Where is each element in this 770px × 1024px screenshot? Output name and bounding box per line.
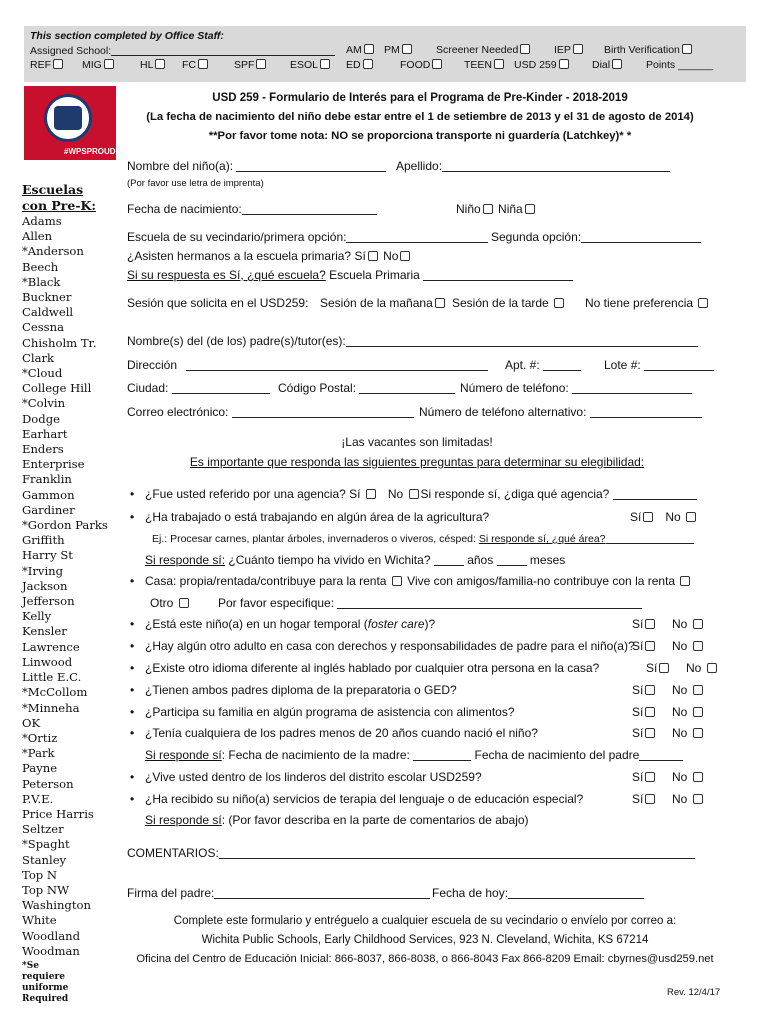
school-item: *McCollom xyxy=(22,685,88,700)
apt-field[interactable] xyxy=(543,359,581,371)
no-pref-checkbox[interactable] xyxy=(698,298,708,308)
logo-center xyxy=(54,106,82,130)
school-item: Top N xyxy=(22,867,58,882)
q4-foster: foster care xyxy=(367,617,425,631)
ref-checkbox[interactable] xyxy=(53,59,63,69)
last-name-label: Apellido: xyxy=(396,159,443,173)
footer-line-1: Complete este formulario y entréguelo a cualquier escuela de su vecindario o envíelo por correo a: xyxy=(173,915,677,927)
q5-no xyxy=(672,639,705,653)
logo-hashtag: #WPSPROUD xyxy=(64,147,116,156)
afternoon-label: Sesión de la tarde xyxy=(452,296,549,310)
school-item: Griffith xyxy=(22,533,65,548)
lot-field[interactable] xyxy=(644,359,714,371)
school-item: Buckner xyxy=(22,290,72,305)
spf-label: SPF xyxy=(234,59,255,71)
ref-label: REF xyxy=(30,59,51,71)
signature-field[interactable] xyxy=(214,887,430,899)
school-item: Woodland xyxy=(22,928,81,943)
staff-title: This section completed by Office Staff: xyxy=(30,30,224,42)
school-item: *Park xyxy=(22,746,55,761)
school-item: White xyxy=(22,913,57,928)
q11-no-label: No xyxy=(672,792,688,806)
q8-no-label: No xyxy=(672,705,688,719)
school-item: OK xyxy=(22,715,41,730)
school-item: Adams xyxy=(22,214,62,228)
school-item: Top NW xyxy=(22,882,69,897)
siblings-label: ¿Asisten hermanos a la escuela primaria? xyxy=(127,249,352,263)
q5-answer xyxy=(632,639,657,653)
uniform-note-2: requiere xyxy=(22,971,65,982)
school-item: Allen xyxy=(22,229,53,244)
esol-label: ESOL xyxy=(290,59,319,71)
date-field[interactable] xyxy=(508,887,644,899)
girl-checkbox[interactable] xyxy=(525,204,535,214)
q9-if: Si responde sí xyxy=(145,748,222,762)
q4-no-checkbox[interactable] xyxy=(693,619,703,629)
school-item: Little E.C. xyxy=(22,670,82,685)
bullet: • xyxy=(130,726,135,740)
school-item: Linwood xyxy=(22,654,73,669)
uniform-note-3: uniforme xyxy=(22,982,69,993)
q3-family-checkbox[interactable] xyxy=(680,576,690,586)
eligibility-notice: Es importante que responda las siguientes preguntas para determinar su elegibilidad: xyxy=(189,455,645,469)
q5-yes-label: Sí xyxy=(632,639,644,653)
form-note: **Por favor tome nota: NO se proporciona transporte ni guardería (Latchkey)* * xyxy=(208,130,632,142)
school-item: *Minneha xyxy=(22,700,80,715)
q11-answer xyxy=(632,792,657,806)
bullet: • xyxy=(130,770,135,784)
q7-no xyxy=(672,683,705,697)
q10-yes-checkbox[interactable] xyxy=(645,772,655,782)
comments-field[interactable] xyxy=(219,847,695,859)
email-label: Correo electrónico: xyxy=(127,405,229,419)
points-field[interactable]: Points ______ xyxy=(646,59,714,71)
office-staff-section xyxy=(24,26,746,82)
bullet: • xyxy=(130,617,135,631)
school-item: *Colvin xyxy=(22,396,66,411)
q1-text: ¿Fue usted referido por una agencia? xyxy=(145,487,346,501)
school-items xyxy=(22,214,106,959)
q10-no-label: No xyxy=(672,770,688,784)
q2-example: Ej.: Procesar carnes, plantar árboles, invernaderos o viveros, césped: xyxy=(152,533,476,545)
esol-checkbox[interactable] xyxy=(320,59,330,69)
bullet: • xyxy=(130,705,135,719)
boy-checkbox[interactable] xyxy=(483,204,493,214)
q9-mother-label: : Fecha de nacimiento de la madre: xyxy=(221,748,410,762)
siblings-yes-checkbox[interactable] xyxy=(368,251,378,261)
q10-no xyxy=(672,770,705,784)
q1-no-checkbox[interactable] xyxy=(409,489,419,499)
bullet: • xyxy=(130,661,135,675)
q10-question: ¿Vive usted dentro de los linderos del distrito escolar USD259? xyxy=(145,770,482,784)
q2-time: ¿Cuánto tiempo ha vivido en Wichita? xyxy=(228,553,431,567)
school-item: Gammon xyxy=(22,487,75,502)
date-label: Fecha de hoy: xyxy=(432,886,509,900)
usd259-label: USD 259 xyxy=(514,59,557,71)
school-item: Franklin xyxy=(22,472,72,487)
q8-no xyxy=(672,705,705,719)
q7-yes-label: Sí xyxy=(632,683,644,697)
q9-father-field[interactable] xyxy=(639,749,683,761)
school-item: Dodge xyxy=(22,411,60,426)
siblings-yes-label: Sí xyxy=(354,249,366,263)
teen-label: TEEN xyxy=(464,59,493,71)
school-item: *Irving xyxy=(22,563,64,578)
parents-label: Nombre(s) del (de los) padre(s)/tutor(es): xyxy=(127,334,346,348)
school-item: Chisholm Tr. xyxy=(22,335,97,350)
address-field[interactable] xyxy=(186,359,488,371)
wichita-public-schools-logo xyxy=(24,86,116,160)
q9-question: ¿Tenía cualquiera de los padres menos de 20 años cuando nació el niño? xyxy=(145,726,538,740)
q3-specify-field[interactable] xyxy=(337,597,642,609)
second-choice-label: Segunda opción: xyxy=(491,230,582,244)
email-field[interactable] xyxy=(232,406,414,418)
q7-yes-checkbox[interactable] xyxy=(645,685,655,695)
spf-checkbox[interactable] xyxy=(256,59,266,69)
food-label: FOOD xyxy=(400,59,431,71)
child-name-label: Nombre del niño(a): xyxy=(127,159,234,173)
q2-yes-checkbox[interactable] xyxy=(643,512,653,522)
no-pref-label: No tiene preferencia xyxy=(585,296,694,310)
q7-no-label: No xyxy=(672,683,688,697)
school-item: Stanley xyxy=(22,852,67,867)
girl-label: Niña xyxy=(498,202,523,216)
q11-desc: : (Por favor describa en la parte de comentarios de abajo) xyxy=(221,813,529,827)
q8-yes-label: Sí xyxy=(632,705,644,719)
bullet: • xyxy=(130,683,135,697)
school-item: *Ortiz xyxy=(22,730,58,745)
q1-no-label: No xyxy=(387,487,404,501)
q10-answer xyxy=(632,770,657,784)
phone-field[interactable] xyxy=(572,382,692,394)
signature-label: Firma del padre: xyxy=(127,886,215,900)
siblings-no-label: No xyxy=(383,249,399,263)
screener-label: Screener Needed xyxy=(436,44,519,56)
comments-label: COMENTARIOS: xyxy=(127,846,219,860)
bullet: • xyxy=(130,639,135,653)
school-item: Kelly xyxy=(22,609,52,624)
months-field[interactable] xyxy=(497,554,527,566)
q11-no xyxy=(672,792,705,806)
q8-no-checkbox[interactable] xyxy=(693,707,703,717)
q11-if: Si responde sí xyxy=(145,813,222,827)
parents-field[interactable] xyxy=(346,335,698,347)
q2-area-field[interactable] xyxy=(606,532,694,544)
months-label: meses xyxy=(529,553,566,567)
food-checkbox[interactable] xyxy=(432,59,442,69)
school-item: Peterson xyxy=(22,776,74,791)
dial-checkbox[interactable] xyxy=(612,59,622,69)
school-item: Seltzer xyxy=(22,822,64,837)
q5-question: ¿Hay algún otro adulto en casa con derechos y responsabilidades de padre para el niño(a)? xyxy=(145,639,635,653)
teen-checkbox[interactable] xyxy=(494,59,504,69)
city-label: Ciudad: xyxy=(127,381,169,395)
q8-yes-checkbox[interactable] xyxy=(645,707,655,717)
q11-no-checkbox[interactable] xyxy=(693,794,703,804)
siblings-no-checkbox[interactable] xyxy=(400,251,410,261)
q10-no-checkbox[interactable] xyxy=(693,772,703,782)
school-item: *Cloud xyxy=(22,366,63,381)
mig-label: MIG xyxy=(82,59,102,71)
q3-text: Casa: propia/rentada/contribuye para la renta xyxy=(145,574,387,588)
q10-yes-label: Sí xyxy=(632,770,644,784)
q11-yes-checkbox[interactable] xyxy=(645,794,655,804)
q2-no-checkbox[interactable] xyxy=(686,512,696,522)
uniform-note-4: Required xyxy=(22,993,69,1004)
school-item: Gardiner xyxy=(22,502,75,517)
am-label: AM xyxy=(346,44,362,56)
school-item: Payne xyxy=(22,761,58,776)
q4-answer xyxy=(632,617,657,631)
school-item: Kensler xyxy=(22,624,67,639)
morning-checkbox[interactable] xyxy=(435,298,445,308)
zip-label: Código Postal: xyxy=(278,381,357,395)
bullet: • xyxy=(130,510,135,524)
school-item: *Spaght xyxy=(22,837,70,852)
iep-checkbox[interactable] xyxy=(573,44,583,54)
first-choice-label: Escuela de su vecindario/primera opción: xyxy=(127,230,347,244)
birth-verification-label: Birth Verification xyxy=(604,44,680,56)
fc-checkbox[interactable] xyxy=(198,59,208,69)
zip-field[interactable] xyxy=(359,382,455,394)
phone-label: Número de teléfono: xyxy=(460,381,569,395)
q8-answer xyxy=(632,705,657,719)
school-item: Jefferson xyxy=(22,594,75,609)
bullet: • xyxy=(130,792,135,806)
alt-phone-label: Número de teléfono alternativo: xyxy=(419,405,587,419)
school-item: Cessna xyxy=(22,320,65,335)
q6-question: ¿Existe otro idioma diferente al inglés hablado por cualquier otra persona en la casa? xyxy=(145,661,600,675)
q8-question: ¿Participa su familia en algún programa de asistencia con alimentos? xyxy=(145,705,515,719)
print-note: (Por favor use letra de imprenta) xyxy=(127,178,264,189)
pm-checkbox[interactable] xyxy=(402,44,412,54)
uniform-note-1: *Se xyxy=(22,960,39,971)
school-item: Caldwell xyxy=(22,305,74,320)
q3-rent-checkbox[interactable] xyxy=(392,576,402,586)
address-label: Dirección xyxy=(127,358,178,372)
q2-text: ¿Ha trabajado o está trabajando en algún área de la agricultura? xyxy=(145,510,490,524)
school-item: P.V.E. xyxy=(22,791,54,806)
q5-no-checkbox[interactable] xyxy=(693,641,703,651)
form-subtitle: (La fecha de nacimiento del niño debe estar entre el 1 de setiembre de 2013 y el 31 de agosto de 2014) xyxy=(146,111,694,123)
q4-no-label: No xyxy=(672,617,688,631)
q1-agency-field[interactable] xyxy=(613,488,697,500)
school-item: Enterprise xyxy=(22,457,85,472)
hl-label: HL xyxy=(140,59,154,71)
q4-text: ¿Está este niño(a) en un hogar temporal ( xyxy=(145,617,368,631)
elem-school-label: Escuela Primaria xyxy=(329,268,420,282)
q1-if: Si responde sí, ¿diga qué agencia? xyxy=(420,487,610,501)
pm-label: PM xyxy=(384,44,400,56)
q3-other-checkbox[interactable] xyxy=(179,598,189,608)
child-name-field[interactable] xyxy=(236,160,386,172)
school-item: Harry St xyxy=(22,548,73,563)
elem-school-field[interactable] xyxy=(423,269,573,281)
q3-specify-label: Por favor especifique: xyxy=(218,596,335,610)
q9-no-label: No xyxy=(672,726,688,740)
school-item: Washington xyxy=(22,898,91,913)
school-item: Price Harris xyxy=(22,806,94,821)
school-item: Enders xyxy=(22,442,64,457)
school-list xyxy=(22,182,106,1005)
birth-verification-checkbox[interactable] xyxy=(682,44,692,54)
school-item: Beech xyxy=(22,259,59,274)
q7-question: ¿Tienen ambos padres diploma de la preparatoria o GED? xyxy=(145,683,457,697)
q9-no-checkbox[interactable] xyxy=(693,728,703,738)
years-label: años xyxy=(467,553,494,567)
q9-father-label: Fecha de nacimiento del padre xyxy=(474,748,640,762)
lot-label: Lote #: xyxy=(604,358,641,372)
school-list-heading: Escuelas con Pre-K: xyxy=(22,182,96,213)
afternoon-checkbox[interactable] xyxy=(554,298,564,308)
q5-no-label: No xyxy=(672,639,688,653)
ed-label: ED xyxy=(346,59,361,71)
dial-label: Dial xyxy=(592,59,611,71)
q6-no-label: No xyxy=(686,661,702,675)
dob-field[interactable] xyxy=(242,203,377,215)
q1-yes-label: Sí xyxy=(349,487,361,501)
fc-label: FC xyxy=(182,59,196,71)
school-item: Woodman xyxy=(22,943,80,958)
mig-checkbox[interactable] xyxy=(104,59,114,69)
q6-yes-label: Sí xyxy=(646,661,658,675)
q2-if2: Si responde sí: xyxy=(145,553,226,567)
second-choice-field[interactable] xyxy=(581,231,701,243)
footer-line-2: Wichita Public Schools, Early Childhood Services, 923 N. Cleveland, Wichita, KS 67214 xyxy=(201,934,649,946)
q5-yes-checkbox[interactable] xyxy=(645,641,655,651)
session-label: Sesión que solicita en el USD259: xyxy=(127,296,309,310)
iep-label: IEP xyxy=(554,44,571,56)
school-item: College Hill xyxy=(22,381,92,396)
q1-yes-checkbox[interactable] xyxy=(366,489,376,499)
bullet: • xyxy=(130,574,135,588)
apt-label: Apt. #: xyxy=(505,358,540,372)
q2-yes-label: Sí xyxy=(630,510,642,524)
q11-question: ¿Ha recibido su niño(a) servicios de terapia del lenguaje o de educación especial? xyxy=(145,792,584,806)
which-school-label: Si su respuesta es Sí, ¿qué escuela? xyxy=(127,268,326,282)
footer-line-3: Oficina del Centro de Educación Inicial: 866-8037, 866-8038, o 866-8043 Fax 866-8209 Email: cbyrnes@usd259.net xyxy=(136,953,714,965)
q7-answer xyxy=(632,683,657,697)
q9-yes-checkbox[interactable] xyxy=(645,728,655,738)
q7-no-checkbox[interactable] xyxy=(693,685,703,695)
q2-if: Si responde sí, ¿qué área? xyxy=(478,533,606,545)
dob-label: Fecha de nacimiento: xyxy=(127,202,242,216)
form-title: USD 259 - Formulario de Interés para el Programa de Pre-Kinder - 2018-2019 xyxy=(212,92,628,104)
boy-label: Niño xyxy=(456,202,481,216)
q6-yes-checkbox[interactable] xyxy=(659,663,669,673)
years-field[interactable] xyxy=(434,554,464,566)
am-checkbox[interactable] xyxy=(364,44,374,54)
school-item: *Anderson xyxy=(22,244,84,259)
hl-checkbox[interactable] xyxy=(155,59,165,69)
q4-question xyxy=(145,617,435,631)
q2-no-label: No xyxy=(665,510,681,524)
first-choice-field[interactable] xyxy=(346,231,488,243)
school-item: *Gordon Parks xyxy=(22,518,108,533)
bullet: • xyxy=(130,487,135,501)
q9-answer xyxy=(632,726,657,740)
q4-yes-checkbox[interactable] xyxy=(645,619,655,629)
q6-no xyxy=(686,661,719,675)
revision: Rev. 12/4/17 xyxy=(667,987,721,998)
q4-end: )? xyxy=(424,617,436,631)
q3-other-label: Otro xyxy=(150,596,174,610)
last-name-field[interactable] xyxy=(442,160,670,172)
ed-checkbox[interactable] xyxy=(363,59,373,69)
school-item: Jackson xyxy=(22,578,68,593)
morning-label: Sesión de la mañana xyxy=(320,296,433,310)
school-item: Lawrence xyxy=(22,639,80,654)
q4-yes-label: Sí xyxy=(632,617,644,631)
limited-notice: ¡Las vacantes son limitadas! xyxy=(341,435,493,449)
school-item: Clark xyxy=(22,350,55,365)
q9-no xyxy=(672,726,705,740)
screener-checkbox[interactable] xyxy=(520,44,530,54)
q11-yes-label: Sí xyxy=(632,792,644,806)
q6-no-checkbox[interactable] xyxy=(707,663,717,673)
q3-b-text: Vive con amigos/familia-no contribuye con la renta xyxy=(407,574,676,588)
q9-mother-field[interactable] xyxy=(413,749,471,761)
city-field[interactable] xyxy=(172,382,270,394)
q6-answer xyxy=(646,661,671,675)
assigned-school-field[interactable] xyxy=(111,44,335,56)
alt-phone-field[interactable] xyxy=(590,406,702,418)
q9-yes-label: Sí xyxy=(632,726,644,740)
usd259-checkbox[interactable] xyxy=(559,59,569,69)
q4-no xyxy=(672,617,705,631)
school-item: *Black xyxy=(22,274,61,289)
school-item: Earhart xyxy=(22,426,68,441)
assigned-school-label: Assigned School: xyxy=(30,45,112,57)
